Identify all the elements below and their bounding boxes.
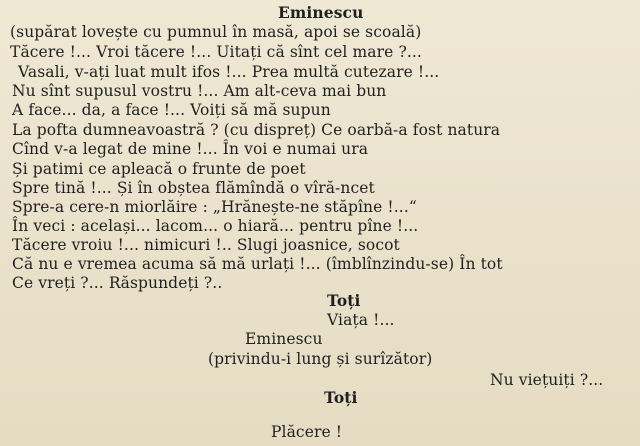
verse-line: Că nu e vremea acuma să mă urlați !... (îmblînzindu-se) În tot — [12, 255, 503, 273]
verse-line: A face... da, a face !... Voiți să mă supun — [12, 101, 331, 119]
dialogue-line: Nu viețuiți ?... — [490, 371, 604, 389]
verse-line: Cînd v-a legat de mine !... În voi e numai ura — [12, 140, 369, 158]
verse-line: Vasali, v-ați luat mult ifos !... Prea multă cutezare !... — [18, 63, 440, 81]
speaker-eminescu-heading: Eminescu — [278, 3, 364, 22]
verse-line: Ce vreți ?... Răspundeți ?.. — [12, 274, 223, 292]
stage-direction: (privindu-i lung și surîzător) — [208, 350, 433, 368]
verse-line: Spre tină !... Și în obștea flămîndă o vîră-ncet — [12, 179, 375, 197]
verse-line: La pofta dumneavoastră ? (cu dispreț) Ce oarbă-a fost natura — [12, 121, 501, 139]
stage-direction: (supărat lovește cu pumnul în masă, apoi se scoală) — [10, 23, 422, 41]
reply-line: Plăcere ! — [271, 423, 343, 441]
verse-line: Spre-a cere-n miorlăire : „Hrănește-ne stăpîne !...“ — [12, 198, 417, 216]
verse-line: Și patimi ce apleacă o frunte de poet — [12, 160, 306, 178]
speaker-eminescu: Eminescu — [245, 330, 323, 348]
verse-line: Tăcere !... Vroi tăcere !... Uitați că sînt cel mare ?... — [10, 43, 422, 61]
verse-line: Tăcere vroiu !... nimicuri !.. Slugi joasnice, socot — [12, 236, 400, 254]
reply-line: Viața !... — [327, 311, 395, 329]
speaker-toti: Toți — [324, 388, 358, 407]
speaker-toti: Toți — [327, 291, 361, 310]
verse-line: Nu sînt supusul vostru !... Am alt-ceva mai bun — [12, 82, 387, 100]
verse-line: În veci : același... lacom... o hiară... pentru pîne !... — [12, 217, 419, 235]
